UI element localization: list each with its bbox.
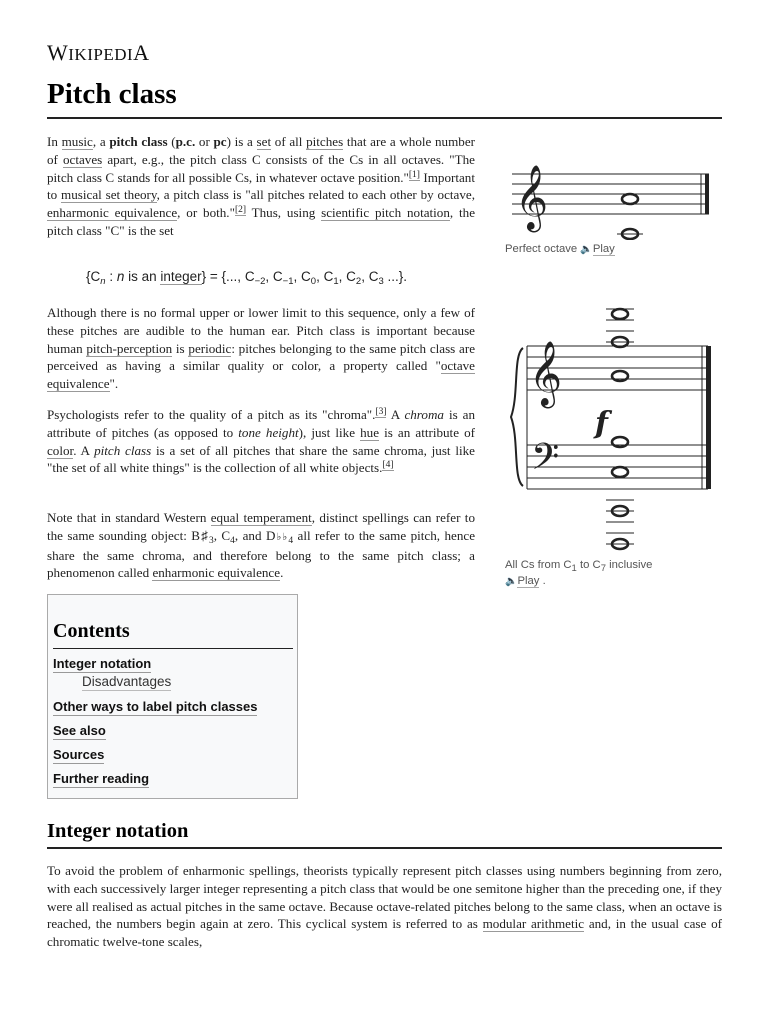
reference-1[interactable]: [1]: [408, 169, 420, 180]
toc-title: Contents: [53, 620, 130, 642]
link-scientific-pitch-notation[interactable]: scientific pitch notation: [321, 205, 450, 221]
title-divider: [47, 117, 722, 119]
link-pitch-perception[interactable]: pitch-perception: [86, 340, 173, 356]
toc-divider: [53, 648, 293, 649]
reference-3[interactable]: [3]: [375, 407, 387, 417]
link-enharmonic-equivalence-2[interactable]: enharmonic equivalence: [152, 565, 281, 581]
link-hue[interactable]: hue: [360, 424, 380, 440]
link-equal-temperament[interactable]: equal temperament: [210, 510, 312, 525]
all-cs-grand-staff-image[interactable]: [505, 300, 723, 553]
toc-item-sources[interactable]: Sources: [53, 747, 105, 762]
table-of-contents: [47, 594, 298, 799]
section-heading-integer-notation: Integer notation: [47, 820, 189, 842]
perfect-octave-staff-image[interactable]: [505, 150, 713, 240]
page-title: Pitch class: [47, 78, 177, 110]
toc-item-other-ways[interactable]: Other ways to label pitch classes: [53, 699, 258, 714]
section-divider: [47, 847, 722, 849]
link-periodic[interactable]: periodic: [188, 340, 232, 356]
link-color[interactable]: color: [47, 442, 74, 458]
link-musical-set-theory[interactable]: musical set theory: [61, 187, 157, 203]
link-pitches[interactable]: pitches: [306, 134, 344, 149]
treble-clef-icon: 𝄞: [515, 165, 549, 230]
enharmonic-paragraph: Note that in standard Western equal temperament, distinct spellings can refer to the same sounding object: $B♯_3$, $C_4$, and $D♭♭_4$ all refer to the same pitch, hence share the same chroma, and therefore belong to the same pitch class; a phenomenon called enharmonic equivalence.: [47, 510, 476, 581]
link-set[interactable]: set: [256, 134, 272, 149]
speaker-icon[interactable]: 🔈: [580, 244, 593, 255]
integer-notation-paragraph: To avoid the problem of enharmonic spellings, theorists typically represent pitch classes using numbers beginning from zero, with each successively larger integer representing a pitch class that would be one semitone higher than the preceding one, if they were all realised as actual pitches in the same octave. Because octave-related pitches belong to the same class, when an octave is reached, the numbers begin again at zero. This cyclical system is referred to as modular arithmetic and, in the usual case of chromatic twelve-tone scales,: [47, 863, 722, 950]
pitch-class-set-formula: {$C_n$ : n is an integer} = {..., $C_{-2}$, $C_{-1}$, $C_0$, $C_1$, $C_2$, $C_3$ ...}.: [86, 269, 408, 287]
wikipedia-wordmark[interactable]: [47, 40, 150, 66]
wordmark-text: WIKIPEDIA: [47, 40, 150, 65]
link-octave-equivalence[interactable]: octave equivalence: [47, 358, 475, 392]
reference-4[interactable]: [4]: [382, 460, 394, 471]
intro-paragraph: In music, a pitch class (p.c. or pc) is a set of all pitches that are a whole number of octaves apart, e.g., the pitch class C consists of the Cs in all octaves. "The pitch class C stands for all possible Cs, in whatever octave position."[1] Important to musical set theory, a pitch class is "all pitches related to each other by octave, enharmonic equivalence, or both."[2] Thus, using scientific pitch notation, the pitch class "C" is the set: [47, 134, 476, 238]
forte-dynamic-mark: f: [595, 406, 608, 441]
toc-item-disadvantages[interactable]: Disadvantages: [82, 674, 172, 689]
figure2-caption: All Cs from $C_1$ to $C_7$ inclusive 🔈Play .: [505, 557, 652, 590]
link-enharmonic-equivalence[interactable]: enharmonic equivalence: [47, 205, 178, 221]
bold-term: pitch class: [109, 134, 168, 149]
play-audio-link[interactable]: Play: [592, 243, 615, 255]
link-modular-arithmetic[interactable]: modular arithmetic: [482, 916, 585, 932]
toc-item-integer-notation[interactable]: Integer notation: [53, 656, 152, 671]
reference-2[interactable]: [2]: [234, 205, 247, 216]
chroma-paragraph: Psychologists refer to the quality of a pitch as its "chroma".[3] A chroma is an attribute of pitches (as opposed to tone height), just like hue is an attribute of color. A pitch class is a set of all pitches that share the same chroma, just like "the set of all white things" is the collection of all white objects.[4]: [47, 407, 476, 476]
treble-clef-icon: 𝄞: [529, 341, 563, 406]
link-music[interactable]: music: [61, 134, 93, 149]
audibility-paragraph: Although there is no formal upper or lower limit to this sequence, only a few of these pitches are audible to the human ear. Pitch class is important because human pitch-perception is periodic: pitches belonging to the same pitch class are perceived as having a similar quality or color, a property called "octave equivalence".: [47, 305, 476, 392]
speaker-icon[interactable]: 🔈: [505, 576, 518, 587]
link-octaves[interactable]: octaves: [62, 151, 103, 167]
link-integer[interactable]: integer: [160, 269, 202, 284]
figure1-caption: Perfect octave 🔈Play: [505, 241, 615, 258]
play-audio-link[interactable]: Play: [517, 575, 540, 587]
toc-item-see-also[interactable]: See also: [53, 723, 106, 738]
toc-item-further-reading[interactable]: Further reading: [53, 771, 150, 786]
bass-clef-icon: 𝄢: [531, 436, 560, 487]
